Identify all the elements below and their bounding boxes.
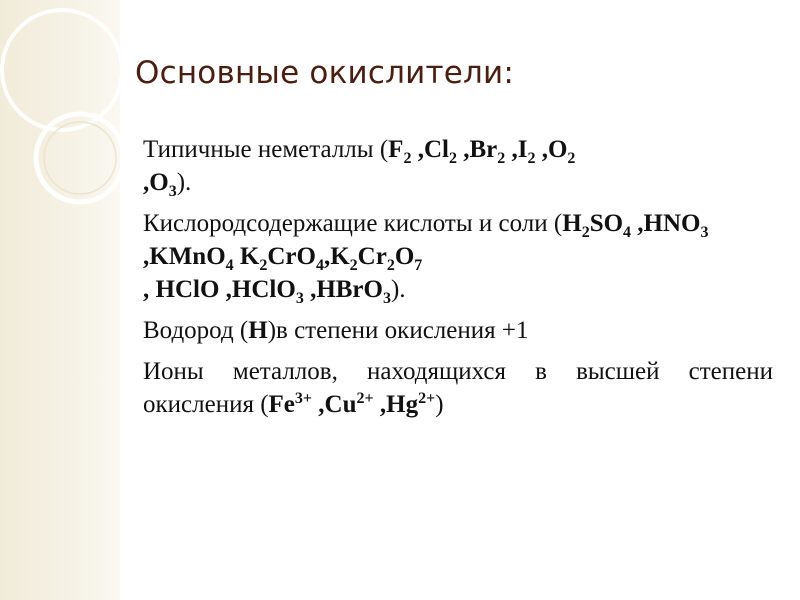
paragraph-metal-ions [143, 355, 773, 421]
text: ). [176, 169, 192, 196]
separator: , [143, 169, 150, 196]
formula-part: SO [589, 210, 624, 237]
formula-part: HBrO [316, 276, 383, 303]
element-symbol: Br [469, 136, 498, 163]
separator: , [411, 136, 424, 163]
formula-part: Cr [357, 243, 387, 270]
text: Типичные неметаллы ( [143, 136, 389, 163]
decorative-rings-icon [0, 0, 140, 220]
slide-content [143, 133, 773, 429]
element-symbol: O [149, 169, 169, 196]
separator: , [303, 276, 317, 303]
text: Кислородсодержащие кислоты и соли ( [143, 210, 563, 237]
formula-part: HNO [643, 210, 701, 237]
formula-part: KMnO [149, 243, 226, 270]
subscript: 2 [581, 224, 590, 241]
superscript: 2+ [356, 390, 374, 407]
separator: , [456, 136, 470, 163]
formula-part: CrO [267, 243, 316, 270]
text: ). [390, 276, 406, 303]
subscript: 4 [225, 257, 234, 274]
subscript: 4 [315, 257, 324, 274]
formula-part: HClO [155, 276, 220, 303]
formula-part: K [239, 243, 260, 270]
element-symbol: Cl [423, 136, 449, 163]
element-symbol: O [547, 136, 568, 163]
subscript: 2 [527, 150, 536, 167]
subscript: 2 [386, 257, 395, 274]
separator: , [535, 136, 548, 163]
superscript: 3+ [294, 390, 313, 407]
element-symbol: Cu [324, 391, 357, 418]
slide-title: Основные окислители: [135, 55, 514, 91]
formula-part: K [330, 243, 350, 270]
subscript: 3 [700, 224, 709, 241]
subscript: 7 [414, 257, 423, 274]
subscript: 2 [349, 257, 358, 274]
separator: , [143, 243, 150, 270]
subscript: 2 [567, 150, 576, 167]
separator: , [631, 210, 644, 237]
element-symbol: I [517, 136, 528, 163]
subscript: 3 [168, 183, 177, 200]
element-symbol: F [388, 136, 404, 163]
subscript: 3 [382, 290, 391, 307]
text: ) [435, 391, 444, 418]
subscript: 2 [497, 150, 506, 167]
formula-part: HClO [231, 276, 296, 303]
element-symbol: H [248, 317, 268, 344]
subscript: 2 [259, 257, 268, 274]
subscript: 2 [403, 150, 412, 167]
formula-part: O [394, 243, 415, 270]
formula-part: H [562, 210, 582, 237]
element-symbol: Fe [268, 391, 295, 418]
subscript: 3 [295, 290, 304, 307]
superscript: 2+ [418, 390, 436, 407]
subscript: 4 [623, 224, 632, 241]
separator: , [312, 391, 325, 418]
separator: , [143, 276, 156, 303]
text: Водород ( [143, 317, 249, 344]
text: )в степени окисления +1 [267, 317, 529, 344]
paragraph-oxyacids [143, 207, 773, 306]
text: Ионы металлов, находящихся в высшей степени окисления ( [143, 358, 773, 418]
subscript: 2 [448, 150, 457, 167]
paragraph-nonmetals [143, 133, 773, 199]
separator: , [219, 276, 232, 303]
paragraph-hydrogen [143, 314, 773, 347]
element-symbol: Hg [386, 391, 419, 418]
separator: , [505, 136, 518, 163]
separator: , [373, 391, 387, 418]
formula [269, 391, 436, 418]
separator: , [323, 243, 331, 270]
